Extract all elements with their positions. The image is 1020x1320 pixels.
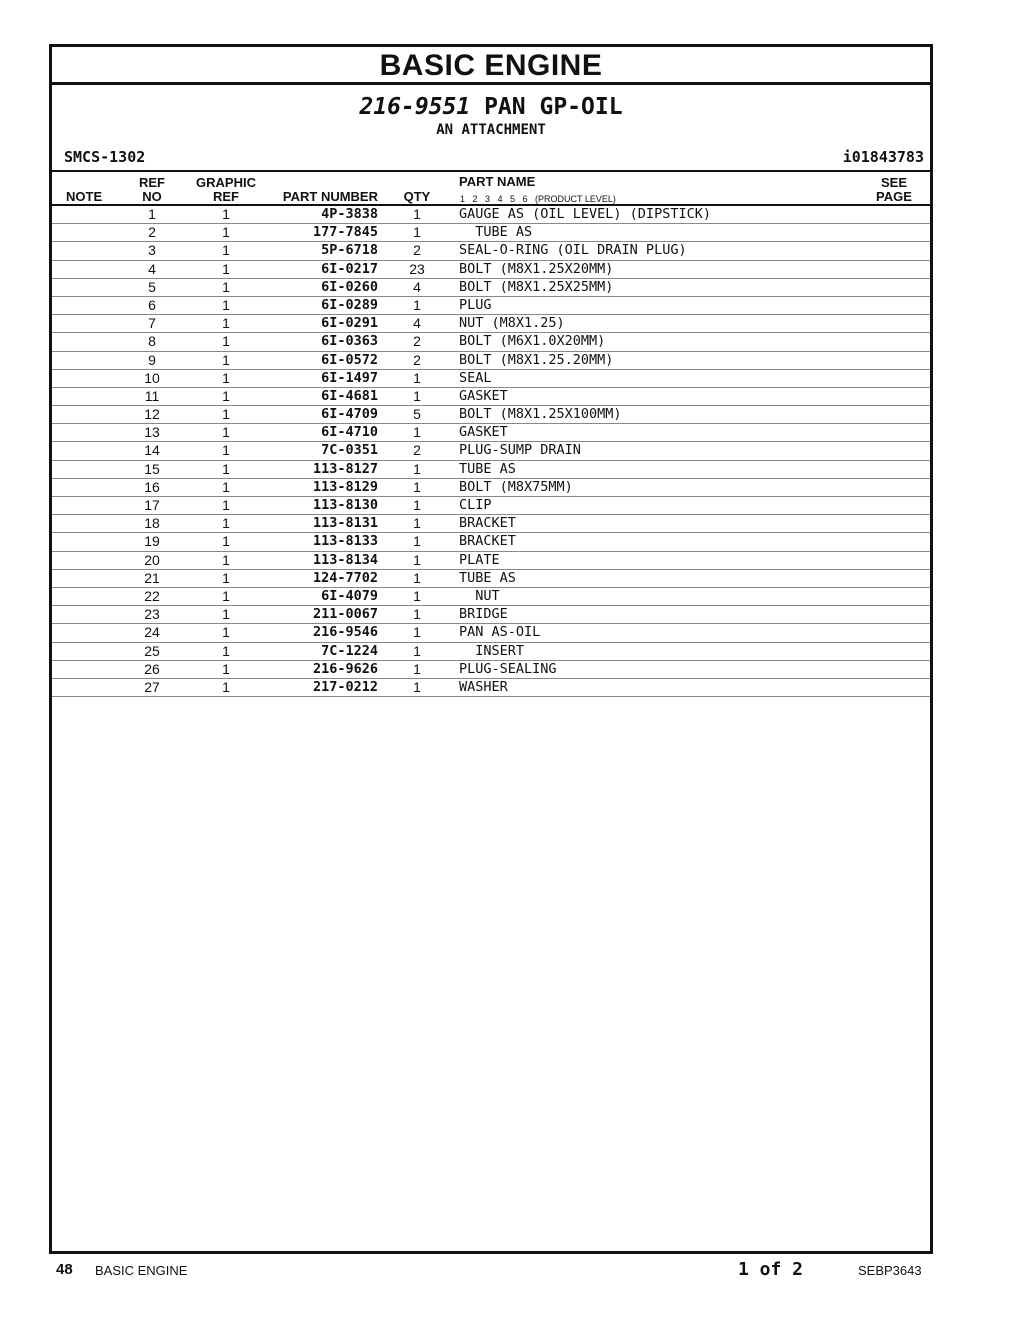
quantity: 1 — [413, 660, 421, 677]
part-name: NUT — [459, 587, 500, 604]
part-name: BOLT (M8X1.25X25MM) — [459, 278, 614, 295]
ref-number: 3 — [148, 242, 156, 259]
quantity: 1 — [413, 678, 421, 695]
table-row — [52, 352, 930, 370]
graphic-ref: 1 — [222, 224, 230, 241]
quantity: 2 — [413, 442, 421, 459]
part-number: 6I-0572 — [321, 351, 378, 368]
graphic-ref: 1 — [222, 387, 230, 404]
ref-number: 16 — [144, 478, 160, 495]
quantity: 2 — [413, 351, 421, 368]
quantity: 4 — [413, 278, 421, 295]
part-name: GASKET — [459, 424, 508, 441]
graphic-ref: 1 — [222, 606, 230, 623]
graphic-ref: 1 — [222, 442, 230, 459]
graphic-ref: 1 — [222, 551, 230, 568]
ref-number: 25 — [144, 642, 160, 659]
table-header — [52, 172, 930, 206]
part-number: 216-9546 — [312, 624, 378, 641]
table-row — [52, 424, 930, 442]
part-name: PLUG-SEALING — [459, 660, 557, 677]
ref-number: 21 — [144, 569, 160, 586]
table-row — [52, 279, 930, 297]
part-name: SEAL — [459, 369, 492, 386]
smcs-row — [52, 148, 930, 172]
page-of-indicator: 1 of 2 — [738, 1259, 804, 1280]
graphic-ref: 1 — [222, 569, 230, 586]
group-number: 216-9551 — [359, 94, 471, 120]
quantity: 1 — [413, 206, 421, 222]
ref-number: 19 — [144, 533, 160, 550]
group-subtitle: AN ATTACHMENT — [436, 122, 546, 138]
page-number: 48 — [56, 1261, 73, 1278]
document-number: SEBP3643 — [858, 1263, 922, 1278]
part-number: 6I-0289 — [321, 296, 378, 313]
ref-number: 23 — [144, 606, 160, 623]
table-row — [52, 679, 930, 697]
page-footer — [0, 1258, 1020, 1282]
ref-number: 5 — [148, 278, 156, 295]
ref-number: 1 — [148, 206, 156, 222]
part-name: CLIP — [459, 497, 492, 513]
part-number: 113-8134 — [312, 551, 378, 568]
header-note: NOTE — [66, 189, 103, 204]
ref-number: 13 — [144, 424, 160, 441]
graphic-ref: 1 — [222, 278, 230, 295]
quantity: 1 — [413, 387, 421, 404]
quantity: 1 — [413, 606, 421, 623]
part-number: 113-8130 — [312, 497, 378, 513]
header-part-name: PART NAME — [459, 174, 536, 189]
graphic-ref: 1 — [222, 497, 230, 513]
ref-number: 18 — [144, 515, 160, 532]
table-row — [52, 388, 930, 406]
quantity: 5 — [413, 406, 421, 423]
ref-number: 15 — [144, 460, 160, 477]
part-name: BRACKET — [459, 515, 516, 532]
graphic-ref: 1 — [222, 424, 230, 441]
part-name: BOLT (M8X75MM) — [459, 478, 573, 495]
group-heading — [52, 94, 930, 120]
graphic-ref: 1 — [222, 296, 230, 313]
part-number: 4P-3838 — [321, 206, 378, 222]
graphic-ref: 1 — [222, 369, 230, 386]
graphic-ref: 1 — [222, 315, 230, 332]
part-number: 216-9626 — [312, 660, 378, 677]
part-name: BRIDGE — [459, 606, 508, 623]
ref-number: 12 — [144, 406, 160, 423]
ref-number: 8 — [148, 333, 156, 350]
quantity: 1 — [413, 460, 421, 477]
quantity: 1 — [413, 224, 421, 241]
part-number: 177-7845 — [312, 224, 378, 241]
quantity: 1 — [413, 624, 421, 641]
part-name: BOLT (M8X1.25X100MM) — [459, 406, 622, 423]
table-row — [52, 497, 930, 515]
part-number: 113-8133 — [312, 533, 378, 550]
ref-number: 26 — [144, 660, 160, 677]
quantity: 23 — [409, 260, 425, 277]
table-row — [52, 442, 930, 460]
header-product-levels: 1 2 3 4 5 6 (PRODUCT LEVEL) — [460, 194, 616, 204]
part-number: 5P-6718 — [321, 242, 378, 259]
table-row — [52, 242, 930, 260]
ref-number: 11 — [144, 387, 160, 404]
table-row — [52, 370, 930, 388]
graphic-ref: 1 — [222, 351, 230, 368]
graphic-ref: 1 — [222, 642, 230, 659]
ref-number: 17 — [144, 497, 160, 513]
part-number: 6I-4709 — [321, 406, 378, 423]
table-row — [52, 261, 930, 279]
table-row — [52, 297, 930, 315]
graphic-ref: 1 — [222, 533, 230, 550]
table-row — [52, 333, 930, 351]
table-row — [52, 479, 930, 497]
ref-number: 27 — [144, 678, 160, 695]
part-number: 113-8129 — [312, 478, 378, 495]
table-row — [52, 315, 930, 333]
table-row — [52, 406, 930, 424]
part-name: TUBE AS — [459, 569, 516, 586]
parts-page-frame — [49, 44, 933, 1254]
part-number: 6I-0363 — [321, 333, 378, 350]
part-number: 7C-1224 — [321, 642, 378, 659]
ref-number: 24 — [144, 624, 160, 641]
graphic-ref: 1 — [222, 260, 230, 277]
graphic-ref: 1 — [222, 460, 230, 477]
part-name: GASKET — [459, 387, 508, 404]
part-name: BOLT (M6X1.0X20MM) — [459, 333, 606, 350]
part-number: 6I-4079 — [321, 587, 378, 604]
table-row — [52, 224, 930, 242]
part-name: PLUG — [459, 296, 492, 313]
quantity: 1 — [413, 587, 421, 604]
part-number: 7C-0351 — [321, 442, 378, 459]
quantity: 1 — [413, 551, 421, 568]
ref-number: 4 — [148, 260, 156, 277]
table-row — [52, 570, 930, 588]
part-number: 113-8127 — [312, 460, 378, 477]
ref-number: 14 — [144, 442, 160, 459]
header-ref-top: REF — [139, 175, 165, 190]
document-id: i01843783 — [842, 148, 924, 166]
part-number: 6I-4710 — [321, 424, 378, 441]
table-row — [52, 643, 930, 661]
part-name: INSERT — [459, 642, 525, 659]
table-row — [52, 588, 930, 606]
quantity: 1 — [413, 296, 421, 313]
table-row — [52, 461, 930, 479]
part-number: 211-0067 — [312, 606, 378, 623]
header-see-top: SEE — [880, 175, 907, 190]
quantity: 1 — [413, 515, 421, 532]
part-number: 113-8131 — [312, 515, 378, 532]
graphic-ref: 1 — [222, 660, 230, 677]
part-name: TUBE AS — [459, 460, 516, 477]
part-name: TUBE AS — [459, 224, 533, 241]
table-row — [52, 661, 930, 679]
quantity: 1 — [413, 569, 421, 586]
parts-table-body — [52, 206, 930, 697]
section-title: BASIC ENGINE — [52, 47, 930, 85]
table-row — [52, 624, 930, 642]
part-number: 6I-4681 — [321, 387, 378, 404]
quantity: 2 — [413, 242, 421, 259]
quantity: 1 — [413, 424, 421, 441]
graphic-ref: 1 — [222, 333, 230, 350]
part-number: 6I-0291 — [321, 315, 378, 332]
part-number: 124-7702 — [312, 569, 378, 586]
table-row — [52, 533, 930, 551]
header-part-number: PART NUMBER — [282, 189, 378, 204]
part-name: PLATE — [459, 551, 500, 568]
quantity: 4 — [413, 315, 421, 332]
part-number: 6I-0260 — [321, 278, 378, 295]
quantity: 1 — [413, 497, 421, 513]
graphic-ref: 1 — [222, 478, 230, 495]
quantity: 1 — [413, 478, 421, 495]
part-number: 217-0212 — [312, 678, 378, 695]
graphic-ref: 1 — [222, 624, 230, 641]
part-number: 6I-0217 — [321, 260, 378, 277]
ref-number: 2 — [148, 224, 156, 241]
header-graphic-top: GRAPHIC — [196, 175, 256, 190]
table-row — [52, 515, 930, 533]
table-row — [52, 552, 930, 570]
part-name: BOLT (M8X1.25X20MM) — [459, 260, 614, 277]
part-name: PAN AS-OIL — [459, 624, 541, 641]
ref-number: 10 — [144, 369, 160, 386]
part-name: NUT (M8X1.25) — [459, 315, 565, 332]
ref-number: 22 — [144, 587, 160, 604]
ref-number: 7 — [148, 315, 156, 332]
graphic-ref: 1 — [222, 206, 230, 222]
part-name: PLUG-SUMP DRAIN — [459, 442, 581, 459]
quantity: 1 — [413, 369, 421, 386]
part-name: SEAL-O-RING (OIL DRAIN PLUG) — [459, 242, 687, 259]
part-name: BRACKET — [459, 533, 516, 550]
graphic-ref: 1 — [222, 678, 230, 695]
table-row — [52, 206, 930, 224]
part-name: WASHER — [459, 678, 508, 695]
ref-number: 20 — [144, 551, 160, 568]
graphic-ref: 1 — [222, 587, 230, 604]
part-name: GAUGE AS (OIL LEVEL) (DIPSTICK) — [459, 206, 711, 222]
footer-section: BASIC ENGINE — [95, 1263, 188, 1278]
group-name: PAN GP-OIL — [484, 94, 623, 120]
graphic-ref: 1 — [222, 242, 230, 259]
quantity: 1 — [413, 533, 421, 550]
quantity: 1 — [413, 642, 421, 659]
graphic-ref: 1 — [222, 406, 230, 423]
header-ref-bottom: NO — [142, 189, 162, 204]
header-qty: QTY — [403, 189, 431, 204]
header-see-bottom: PAGE — [876, 189, 912, 204]
quantity: 2 — [413, 333, 421, 350]
table-row — [52, 606, 930, 624]
part-number: 6I-1497 — [321, 369, 378, 386]
graphic-ref: 1 — [222, 515, 230, 532]
smcs-code: SMCS-1302 — [64, 148, 146, 166]
part-name: BOLT (M8X1.25.20MM) — [459, 351, 614, 368]
ref-number: 9 — [148, 351, 156, 368]
header-graphic-bottom: REF — [213, 189, 239, 204]
ref-number: 6 — [148, 296, 156, 313]
